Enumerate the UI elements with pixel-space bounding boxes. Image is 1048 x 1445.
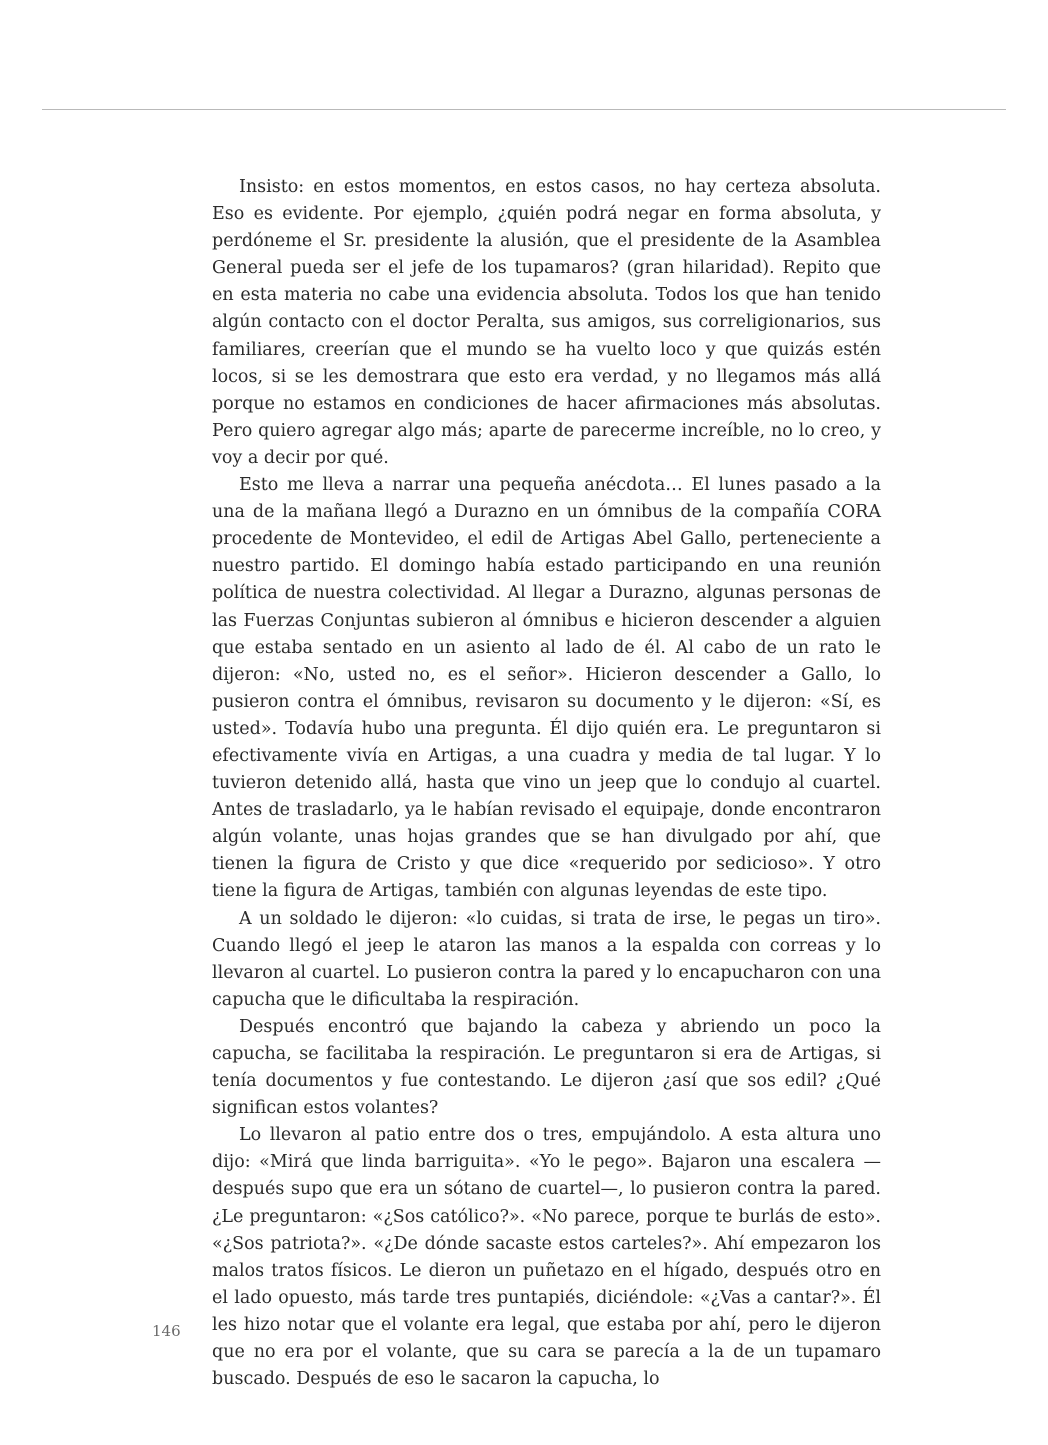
paragraph: Después encontró que bajando la cabeza y abriendo un poco la capucha, se facilitaba la respiración. Le preguntaron si era de Artigas, si tenía documentos y fue contestando. Le dijeron ¿así que sos edil? ¿Qué significan estos volantes? <box>212 1016 881 1119</box>
paragraph: Esto me lleva a narrar una pequeña anécdota… El lunes pasado a la una de la mañana llegó a Durazno en un ómnibus de la compañía CORA procedente de Montevideo, el edil de Artigas Abel Gallo, perteneciente a nuestro partido. El domingo había estado participando en una reunión política de nuestra colectividad. Al llegar a Durazno, algunas personas de las Fuerzas Conjuntas subieron al ómnibus e hicieron descender a alguien que estaba sentado en un asiento al lado de él. Al cabo de un rato le dijeron: «No, usted no, es el señor». Hicieron descender a Gallo, lo pusieron contra el ómnibus, revisaron su documento y le dijeron: «Sí, es usted». Todavía hubo una pregunta. Él dijo quién era. Le preguntaron si efectivamente vivía en Artigas, a una cuadra y media de tal lugar. Y lo tuvieron detenido allá, hasta que vino un jeep que lo condujo al cuartel. Antes de trasladarlo, ya le habían revisado el equipaje, donde encontraron algún volante, unas hojas grandes que se han divulgado por ahí, que tienen la figura de Cristo y que dice «requerido por sedicioso». Y otro tiene la figura de Artigas, también con algunas leyendas de este tipo. <box>212 475 881 902</box>
page-number: 146 <box>152 1322 181 1340</box>
paragraph: Lo llevaron al patio entre dos o tres, empujándolo. A esta altura uno dijo: «Mirá que linda barriguita». «Yo le pego». Bajaron una escalera —después supo que era un sótano de cuartel—, lo pusieron contra la pared. ¿Le preguntaron: «¿Sos católico?». «No parece, porque te burlás de esto». «¿Sos patriota?». «¿De dónde sacaste estos carteles?». Ahí empezaron los malos tratos físicos. Le dieron un puñetazo en el hígado, después otro en el lado opuesto, más tarde tres puntapiés, diciéndole: «¿Vas a cantar?». Él les hizo notar que el volante era legal, que estaba por ahí, pero le dijeron que no era por el volante, que su cara se parecía a la de un tupamaro buscado. Después de eso le sacaron la capucha, lo <box>212 1125 881 1390</box>
body-text <box>212 174 881 1393</box>
header-rule <box>42 109 1006 110</box>
paragraph: Insisto: en estos momentos, en estos casos, no hay certeza absoluta. Eso es evidente. Por ejemplo, ¿quién podrá negar en forma absoluta, y perdóneme el Sr. presidente la alusión, que el presidente de la Asamblea General pueda ser el jefe de los tupamaros? (gran hilaridad). Repito que en esta materia no cabe una evidencia absoluta. Todos los que han tenido algún contacto con el doctor Peralta, sus amigos, sus correligionarios, sus familiares, creerían que el mundo se ha vuelto loco y que quizás estén locos, si se les demostrara que esto era verdad, y no llegamos más allá porque no estamos en condiciones de hacer afirmaciones más absolutas. Pero quiero agregar algo más; aparte de parecerme increíble, no lo creo, y voy a decir por qué. <box>212 177 881 468</box>
paragraph: A un soldado le dijeron: «lo cuidas, si trata de irse, le pegas un tiro». Cuando llegó el jeep le ataron las manos a la espalda con correas y lo llevaron al cuartel. Lo pusieron contra la pared y lo encapucharon con una capucha que le dificultaba la respiración. <box>212 908 881 1010</box>
